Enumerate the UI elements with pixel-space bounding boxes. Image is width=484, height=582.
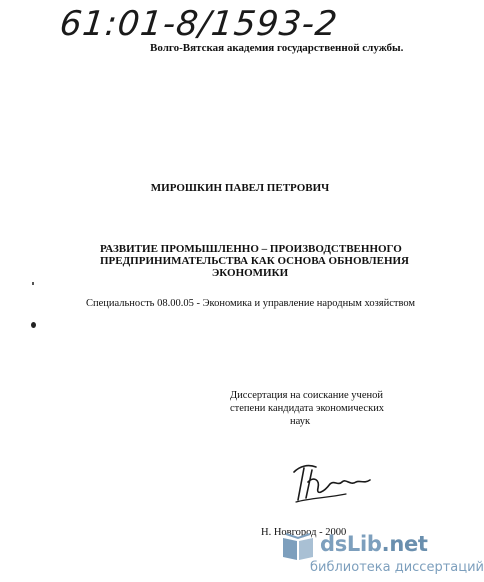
site-watermark	[276, 530, 484, 580]
institution-name: Волго-Вятская академия государственной службы.	[150, 42, 404, 54]
watermark-brand-suffix: .net	[381, 532, 428, 556]
watermark-brand	[320, 532, 428, 556]
author-name: МИРОШКИН ПАВЕЛ ПЕТРОВИЧ	[150, 182, 330, 194]
watermark-brand-prefix: dsLib	[320, 532, 382, 556]
degree-line-3: наук	[290, 416, 311, 427]
archive-number-handwritten: 61:01-8/1593-2	[57, 4, 340, 44]
title-line-2: ПРЕДПРИНИМАТЕЛЬСТВА КАК ОСНОВА ОБНОВЛЕНИЯ	[100, 255, 410, 267]
title-line-1: РАЗВИТИЕ ПРОМЫШЛЕННО – ПРОИЗВОДСТВЕННОГО	[100, 243, 402, 255]
degree-line-2: степени кандидата экономических	[230, 403, 385, 414]
degree-line-1: Диссертация на соискание ученой	[230, 390, 383, 401]
ink-dot	[31, 322, 36, 328]
author-signature	[286, 458, 376, 508]
degree-statement	[230, 389, 385, 428]
city-and-year: Н. Новгород - 2000	[261, 527, 347, 538]
book-logo-icon	[280, 532, 316, 562]
ink-mark	[32, 282, 34, 285]
watermark-subtitle: библиотека диссертаций	[310, 560, 484, 575]
dissertation-title	[100, 243, 410, 279]
title-line-3: ЭКОНОМИКИ	[211, 267, 289, 279]
speciality-line: Специальность 08.00.05 - Экономика и управление народным хозяйством	[86, 298, 416, 309]
